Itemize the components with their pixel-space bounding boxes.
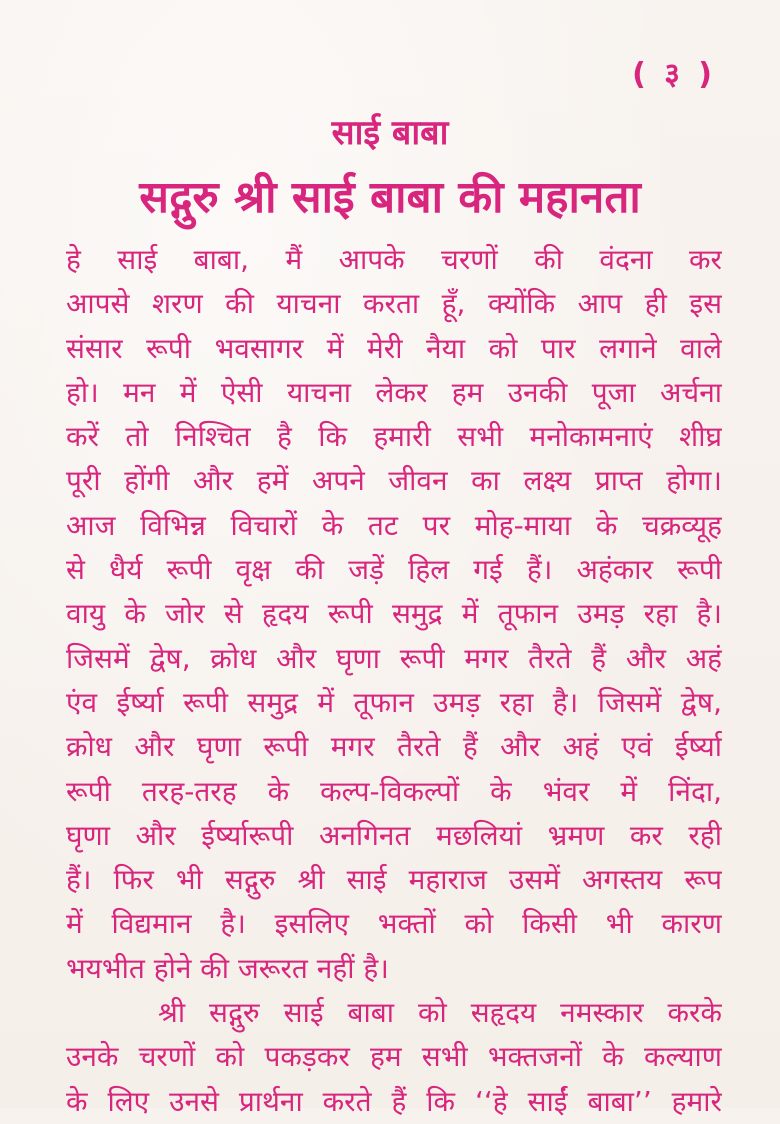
text-line: भयभीत होने की जरूरत नहीं है। — [66, 951, 389, 985]
text-line: उनके चरणों को पकड़कर हम सभी भक्तजनों के कल्याण — [66, 1040, 722, 1074]
text-line: रूपी तरह-तरह के कल्प-विकल्पों के भंवर में निंदा, — [66, 774, 722, 808]
text-line: घृणा और ईर्ष्यारूपी अनगिनत मछलियां भ्रमण कर रही — [66, 818, 722, 852]
text-line: आज विभिन्न विचारों के तट पर मोह-माया के चक्रव्यूह — [66, 508, 722, 542]
text-line: संसार रूपी भवसागर में मेरी नैया को पार लगाने वाले — [66, 331, 722, 365]
page-number: ( ३ ) — [632, 57, 716, 92]
text-line: करें तो निश्चित है कि हमारी सभी मनोकामनाएं शीघ्र — [66, 420, 722, 454]
text-line: वायु के जोर से हृदय रूपी समुद्र में तूफान उमड़ रहा है। — [66, 597, 722, 631]
text-line: एंव ईर्ष्या रूपी समुद्र में तूफान उमड़ रहा है। जिसमें द्वेष, — [66, 685, 722, 719]
text-line: के लिए उनसे प्रार्थना करते हैं कि ‘‘हे साईं बाबा’’ हमारे — [66, 1084, 722, 1118]
page-title: सद्गुरु श्री साई बाबा की महानता — [139, 172, 641, 223]
text-line: क्रोध और घृणा रूपी मगर तैरते हैं और अहं एवं ईर्ष्या — [66, 730, 722, 764]
section-subtitle: साई बाबा — [331, 113, 449, 153]
text-line: पूरी होंगी और हमें अपने जीवन का लक्ष्य प्राप्त होगा। — [66, 464, 722, 498]
text-line: हो। मन में ऐसी याचना लेकर हम उनकी पूजा अर्चना — [66, 375, 722, 409]
text-line: श्री सद्गुरु साई बाबा को सहृदय नमस्कार करके — [158, 996, 722, 1030]
text-line: जिसमें द्वेष, क्रोध और घृणा रूपी मगर तैरते हैं और अहं — [66, 641, 722, 675]
text-line: से धैर्य रूपी वृक्ष की जड़ें हिल गई हैं। अहंकार रूपी — [66, 553, 722, 587]
text-line: हैं। फिर भी सद्गुरु श्री साई महाराज उसमें अगस्तय रूप — [66, 863, 722, 897]
text-line: में विद्यमान है। इसलिए भक्तों को किसी भी कारण — [66, 907, 722, 941]
body-text — [66, 238, 722, 1124]
text-line: हे साई बाबा, मैं आपके चरणों की वंदना कर — [66, 243, 722, 276]
text-line: आपसे शरण की याचना करता हूँ, क्योंकि आप ही इस — [66, 287, 722, 321]
